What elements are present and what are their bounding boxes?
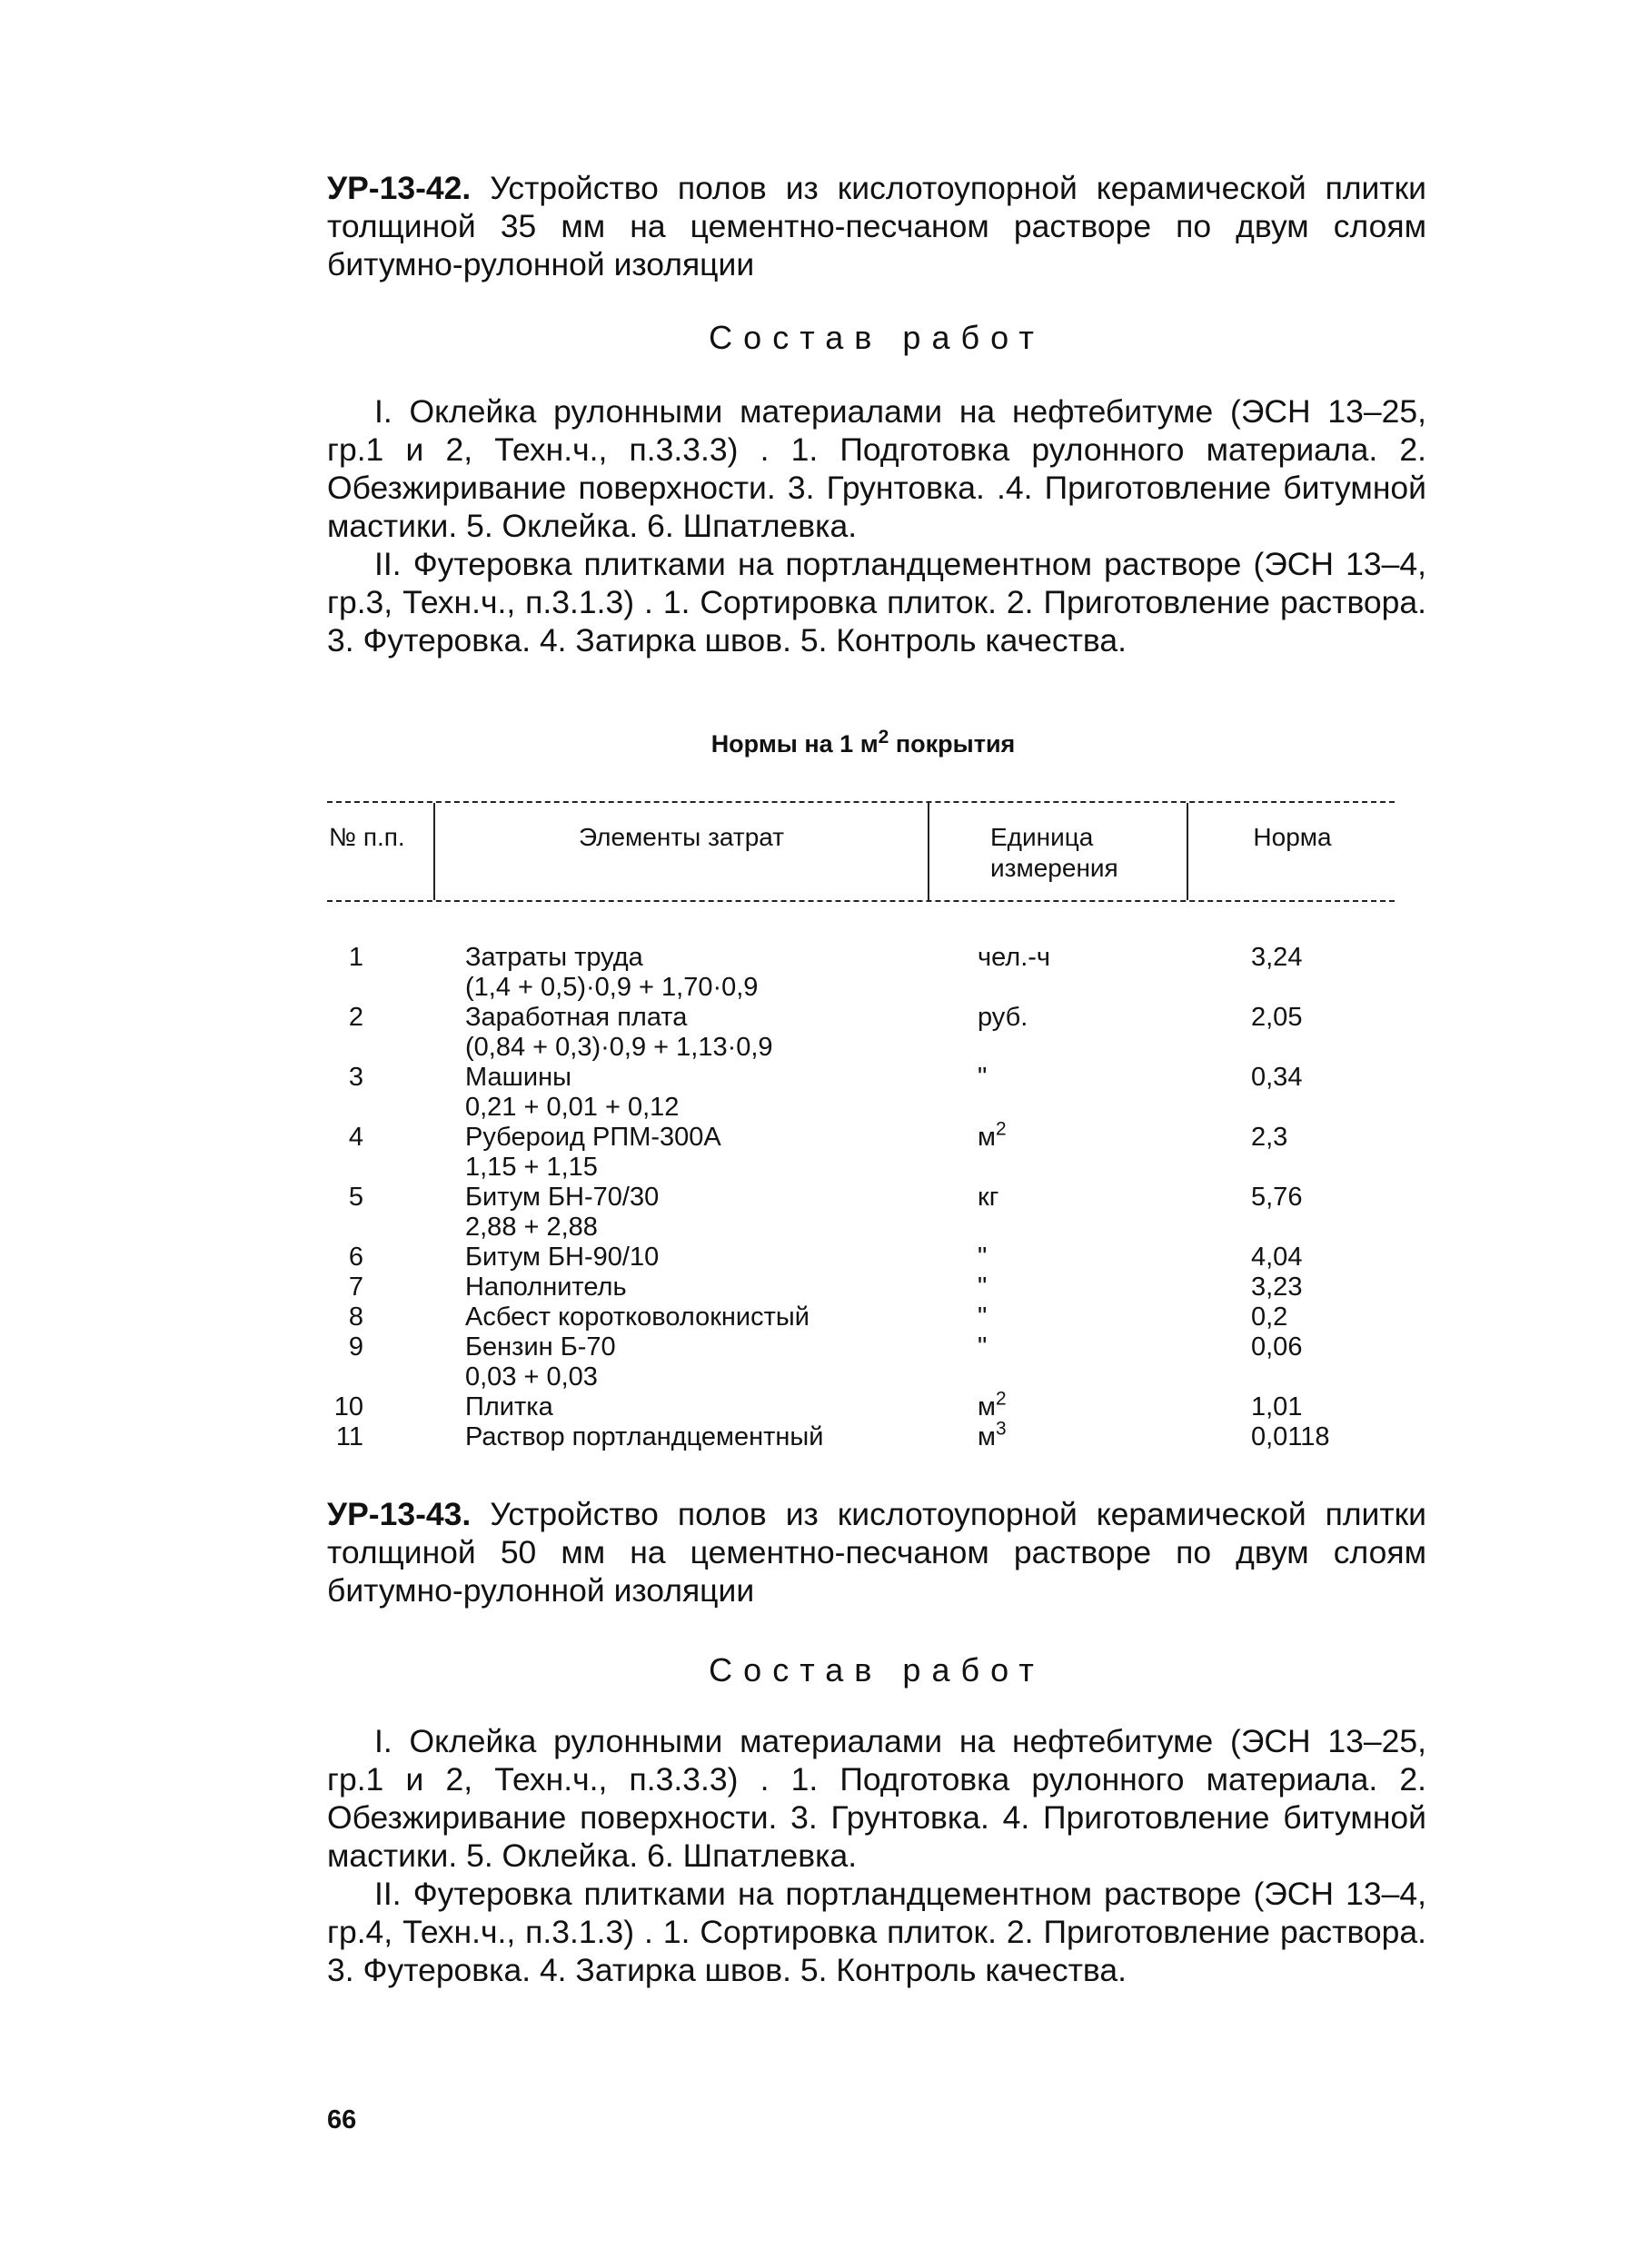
row-unit-text: м: [978, 1123, 996, 1152]
row-formula: (0,84 + 0,3)·0,9 + 1,13·0,9: [465, 1033, 773, 1062]
row-formula: 1,15 + 1,15: [465, 1153, 598, 1182]
table-header-bottom-rule: [327, 900, 1395, 902]
table-row: [327, 1243, 1417, 1273]
item1-paragraph-2: II. Футеровка плитками на портландцементном растворе (ЭСН 13–4, гр.3, Техн.ч., п.3.1.3) . 1. Сортировка плиток. 2. Приготовление раствора. 3. Футеровка. 4. Затирка швов. 5. Контроль качества.: [327, 546, 1426, 659]
row-element: [465, 1273, 938, 1302]
item2-section-title: Состав работ: [709, 1651, 1045, 1689]
row-element: [465, 1392, 938, 1422]
table-row: [327, 1003, 1417, 1063]
row-norm-value: 5,76: [1251, 1183, 1303, 1212]
table-divider-3: [1187, 803, 1188, 900]
row-norm-value: 3,23: [1251, 1273, 1303, 1302]
row-norm-value: 1,01: [1251, 1392, 1303, 1421]
row-formula: (1,4 + 0,5)·0,9 + 1,70·0,9: [465, 973, 759, 1002]
row-norm-value: 4,04: [1251, 1243, 1303, 1272]
item2-paragraph-1: I. Оклейка рулонными материалами на нефтебитуме (ЭСН 13–25, гр.1 и 2, Техн.ч., п.3.3.3) . 1. Подготовка рулонного материала. 2. Обезжиривание поверхности. 3. Грунтовка. 4. Приготовление битумной мастики. 5. Оклейка. 6. Шпатлевка.: [327, 1723, 1426, 1874]
row-unit: [978, 1418, 1087, 1452]
norms-table-body: [327, 943, 1417, 1452]
row-unit-text: ": [978, 1243, 988, 1272]
row-number: 8: [348, 1302, 363, 1332]
row-unit: [978, 1118, 1087, 1153]
row-norm-value: 0,0118: [1251, 1422, 1330, 1451]
row-number: 1: [348, 943, 363, 972]
row-number: 7: [348, 1273, 363, 1302]
header-elements: Элементы затрат: [578, 823, 785, 851]
row-unit-text: кг: [978, 1183, 999, 1212]
row-unit-text: руб.: [978, 1003, 1028, 1032]
row-number: 2: [348, 1003, 363, 1032]
row-unit: [978, 1003, 1087, 1033]
table-row: [327, 1332, 1417, 1392]
row-element: [465, 1302, 938, 1332]
item2-heading: [327, 1495, 1426, 1609]
item1-code: УР-13-42.: [327, 170, 472, 206]
table-row: [327, 1118, 1417, 1183]
norms-caption-suffix: покрытия: [889, 730, 1016, 758]
row-unit-exponent: 2: [995, 1388, 1007, 1410]
table-divider-1: [433, 803, 435, 900]
row-element-name: Бензин Б-70: [465, 1332, 616, 1362]
row-norm-value: 3,24: [1251, 943, 1303, 972]
row-number: 3: [348, 1063, 363, 1092]
item1-title: Устройство полов из кислотоупорной керамической плитки толщиной 35 мм на цементно-песчаном растворе по двум слоям битумно-рулонной изоляции: [327, 170, 1426, 282]
row-element-name: Битум БН-90/10: [465, 1243, 660, 1272]
norms-caption-sup: 2: [878, 727, 889, 748]
row-unit: [978, 1302, 1087, 1332]
row-number: 5: [348, 1183, 363, 1212]
row-element-name: Затраты труда: [465, 943, 643, 972]
row-number: 10: [333, 1392, 363, 1421]
table-top-rule: [327, 801, 1395, 803]
row-number: 6: [348, 1243, 363, 1272]
row-number: 11: [335, 1422, 363, 1451]
row-unit-text: чел.-ч: [978, 943, 1051, 972]
page-number: 66: [327, 2105, 357, 2134]
row-formula: 0,21 + 0,01 + 0,12: [465, 1093, 680, 1122]
row-unit-text: ": [978, 1332, 988, 1362]
row-element: [465, 1063, 938, 1123]
item1-works: [327, 392, 1426, 659]
norms-caption-prefix: Нормы на 1 м: [710, 730, 879, 758]
row-unit: [978, 1183, 1087, 1213]
row-norm-value: 0,34: [1251, 1063, 1303, 1092]
row-norm-value: 0,2: [1251, 1302, 1288, 1332]
row-unit: [978, 1273, 1087, 1302]
norms-caption: [327, 727, 1399, 758]
row-element-name: Плитка: [465, 1392, 553, 1421]
row-norm-value: 0,06: [1251, 1332, 1303, 1362]
row-number: 4: [348, 1123, 363, 1152]
table-row: [327, 1063, 1417, 1123]
row-unit: [978, 1243, 1087, 1273]
row-element-name: Раствор портландцементный: [465, 1422, 824, 1451]
row-element: [465, 1422, 938, 1452]
row-element: [465, 1183, 938, 1243]
row-element-name: Рубероид РПМ-300А: [465, 1123, 721, 1152]
row-unit: [978, 943, 1087, 973]
table-row: [327, 943, 1417, 1003]
item2-works: [327, 1722, 1426, 1989]
item1-heading: [327, 169, 1426, 283]
row-number: 9: [348, 1332, 363, 1362]
row-unit-text: м: [978, 1392, 996, 1421]
row-unit-text: ": [978, 1302, 988, 1332]
row-unit-exponent: 2: [995, 1118, 1007, 1140]
row-unit: [978, 1063, 1087, 1093]
row-element: [465, 1003, 938, 1063]
row-norm-value: 2,3: [1251, 1123, 1288, 1152]
row-unit-exponent: 3: [995, 1418, 1007, 1440]
table-row: [327, 1302, 1417, 1332]
row-element-name: Заработная плата: [465, 1003, 688, 1032]
row-element-name: Асбест коротковолокнистый: [465, 1302, 810, 1332]
row-norm-value: 2,05: [1251, 1003, 1303, 1032]
header-norm: Норма: [1253, 823, 1332, 851]
table-row: [327, 1388, 1417, 1422]
row-unit-text: ": [978, 1063, 988, 1092]
row-element-name: Наполнитель: [465, 1273, 627, 1302]
item1-section-title: Состав работ: [709, 319, 1045, 356]
table-row: [327, 1183, 1417, 1243]
item2-title: Устройство полов из кислотоупорной керамической плитки толщиной 50 мм на цементно-песчаном растворе по двум слоям битумно-рулонной изоляции: [327, 1496, 1426, 1609]
row-element: [465, 943, 938, 1003]
row-element: [465, 1332, 938, 1392]
row-element-name: Машины: [465, 1063, 571, 1092]
row-unit: [978, 1388, 1087, 1422]
header-unit: Единица измерения: [990, 823, 1118, 882]
item2-paragraph-2: II. Футеровка плитками на портландцементном растворе (ЭСН 13–4, гр.4, Техн.ч., п.3.1.3) . 1. Сортировка плиток. 2. Приготовление раствора. 3. Футеровка. 4. Затирка швов. 5. Контроль качества.: [327, 1876, 1426, 1988]
row-unit: [978, 1332, 1087, 1362]
row-formula: 2,88 + 2,88: [465, 1213, 598, 1242]
item2-code: УР-13-43.: [327, 1496, 472, 1532]
row-element-name: Битум БН-70/30: [465, 1183, 660, 1212]
row-unit-text: ": [978, 1273, 988, 1302]
row-unit-text: м: [978, 1422, 996, 1451]
row-element: [465, 1243, 938, 1273]
item1-paragraph-1: I. Оклейка рулонными материалами на нефтебитуме (ЭСН 13–25, гр.1 и 2, Техн.ч., п.3.3.3) . 1. Подготовка рулонного материала. 2. Обезжиривание поверхности. 3. Грунтовка. .4. Приготовление битумной мастики. 5. Оклейка. 6. Шпатлевка.: [327, 393, 1426, 544]
header-num: № п.п.: [329, 823, 405, 851]
table-row: [327, 1418, 1417, 1452]
table-row: [327, 1273, 1417, 1302]
table-divider-2: [928, 803, 929, 900]
row-element: [465, 1123, 938, 1183]
row-formula: 0,03 + 0,03: [465, 1362, 598, 1392]
